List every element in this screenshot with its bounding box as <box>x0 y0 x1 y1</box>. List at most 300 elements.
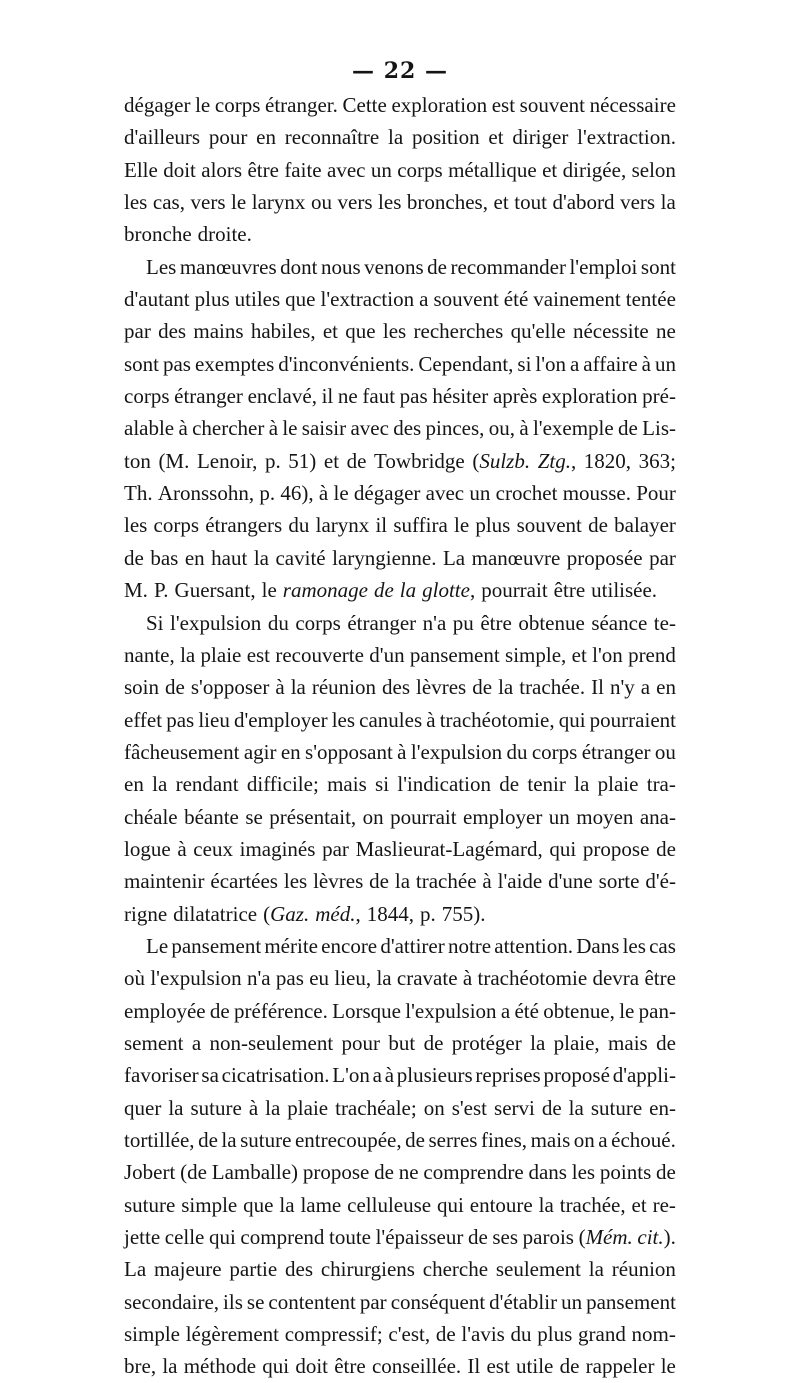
word: à <box>178 416 188 441</box>
text-line <box>124 1221 676 1253</box>
word: la <box>152 772 168 797</box>
word: mains <box>193 319 244 344</box>
word: Elle <box>124 157 158 182</box>
word: parois <box>522 1225 574 1250</box>
word: plaie <box>597 772 639 797</box>
word: pu <box>452 610 474 635</box>
word: faite <box>284 157 322 182</box>
word: p. <box>419 901 436 926</box>
word: pansement <box>586 1289 676 1314</box>
word: plaie <box>200 642 242 667</box>
word: Towbridge <box>374 448 465 473</box>
word: pinces, <box>425 416 485 441</box>
word: n'a <box>246 966 271 991</box>
word: sorte <box>598 869 640 894</box>
word: les <box>124 190 148 215</box>
word: dilatatrice <box>173 901 258 926</box>
word: d'attirer <box>380 933 445 958</box>
text-line <box>124 1189 676 1221</box>
word: être <box>480 610 512 635</box>
word: mais <box>530 1128 571 1152</box>
word: (Mém. <box>578 1225 633 1250</box>
word: a <box>372 1063 382 1088</box>
word: effet <box>124 707 163 732</box>
word: les <box>283 869 308 894</box>
word: rendant <box>175 772 239 797</box>
text-line <box>124 509 676 541</box>
word: lieu <box>198 707 230 732</box>
word: des <box>382 675 411 700</box>
word: faut <box>362 384 396 409</box>
word: la <box>399 578 417 603</box>
word: qui <box>437 1192 464 1217</box>
word: celluleuse <box>347 1192 432 1217</box>
word: l'extraction. <box>577 125 676 150</box>
word: de <box>165 675 185 700</box>
word: pourrait <box>481 578 548 603</box>
word: qui <box>208 1225 236 1250</box>
word: larynx <box>315 513 370 538</box>
word: alable <box>124 416 175 441</box>
word: pour <box>208 125 248 150</box>
word: propose <box>582 836 650 861</box>
word: le <box>660 1354 676 1379</box>
word: échoué. <box>611 1128 676 1152</box>
word: glotte, <box>422 578 476 603</box>
text-line <box>124 542 676 574</box>
word: vers <box>190 190 226 215</box>
word: béante <box>184 804 239 829</box>
word: que <box>243 1192 274 1217</box>
word: à <box>397 739 407 764</box>
word: la <box>253 545 269 570</box>
word: de <box>373 578 394 603</box>
word: si <box>375 772 390 797</box>
word: du <box>288 513 310 538</box>
word: crochet <box>495 481 558 506</box>
word: à <box>519 416 529 441</box>
word: être <box>247 157 279 182</box>
word: logue <box>124 836 171 861</box>
word: de <box>423 1030 444 1055</box>
word: simple <box>181 1192 238 1217</box>
word: souvent <box>519 93 585 117</box>
word: selon <box>631 157 676 182</box>
text-line <box>124 639 676 671</box>
word: reprises <box>475 1063 541 1088</box>
word: étranger <box>347 610 417 635</box>
word: étrangers <box>205 513 283 538</box>
word: 755). <box>441 901 486 926</box>
word: en <box>124 772 144 797</box>
word: obtenue, <box>543 998 615 1023</box>
text-line <box>124 995 676 1027</box>
word: position <box>411 125 480 150</box>
word: grand <box>578 1322 626 1347</box>
word: cas <box>649 933 676 958</box>
word: en <box>280 739 301 764</box>
word: sement <box>124 1030 184 1055</box>
word: en <box>184 545 205 570</box>
word: Cette <box>342 93 387 117</box>
word: a <box>640 675 651 700</box>
word: le <box>282 416 298 441</box>
word: à <box>275 675 285 700</box>
word: Th. <box>124 481 153 506</box>
word: favoriser <box>124 1063 199 1088</box>
word: l'avis <box>461 1322 505 1347</box>
word: cicatrisation. <box>221 1063 330 1088</box>
word: lèvres <box>313 869 364 894</box>
word: de <box>559 1354 580 1379</box>
word: saisir <box>301 416 347 441</box>
word: La <box>124 1257 147 1282</box>
word: de <box>541 1095 562 1120</box>
word: pourrait <box>390 804 457 829</box>
word: Ztg., <box>537 448 577 473</box>
word: que <box>285 287 316 312</box>
word: nécessite <box>572 319 649 344</box>
word: trachéale; <box>335 1095 417 1120</box>
word: chercher <box>192 416 265 441</box>
word: corps <box>531 739 578 764</box>
text-line <box>124 898 676 930</box>
word: trachée, <box>559 1192 626 1217</box>
text-line <box>124 251 676 283</box>
word: corps <box>124 384 170 409</box>
word: c'est, <box>388 1322 431 1347</box>
text-line <box>124 218 676 250</box>
word: il <box>321 384 334 409</box>
text-line <box>124 865 676 897</box>
word: fâcheusement <box>124 739 240 764</box>
word: Les <box>146 254 177 279</box>
word: maintenir <box>124 869 205 894</box>
word: bas <box>150 545 179 570</box>
word: obtenue <box>518 610 585 635</box>
word: pas <box>275 966 304 991</box>
word: cavité <box>275 545 326 570</box>
word: par <box>359 1289 387 1314</box>
word: on <box>423 1095 445 1120</box>
word: Si <box>146 610 164 635</box>
word: alors <box>201 157 243 182</box>
word: à <box>462 966 473 991</box>
word: 363; <box>638 448 676 473</box>
word: ils <box>223 1289 243 1314</box>
word: recouverte <box>275 642 364 667</box>
text-line <box>124 1253 676 1285</box>
word: employer <box>463 804 543 829</box>
word: prend <box>628 642 676 667</box>
word: doit <box>163 157 196 182</box>
word: de <box>656 1030 676 1055</box>
word: des <box>158 319 187 344</box>
word: dégager <box>124 93 191 117</box>
word: devra <box>592 966 640 991</box>
word: la <box>538 1192 554 1217</box>
word: la <box>394 869 411 894</box>
word: à <box>426 707 436 732</box>
word: l'emploi <box>569 254 638 279</box>
word: les <box>571 1160 596 1185</box>
word: un <box>654 351 676 376</box>
text-line <box>124 1156 676 1188</box>
word: étranger <box>174 384 243 409</box>
text-line <box>124 1027 676 1059</box>
word: être <box>644 966 676 991</box>
word: serres <box>428 1128 478 1152</box>
word: balayer <box>614 513 676 538</box>
word: souvent <box>516 513 582 538</box>
word: ou, <box>488 416 515 441</box>
word: plusieurs <box>396 1063 473 1088</box>
word: l'expulsion <box>410 739 503 764</box>
word: ne <box>656 319 676 344</box>
word: par <box>649 545 676 570</box>
text-line <box>124 962 676 994</box>
word: employée <box>124 998 206 1023</box>
word: suffira <box>393 513 448 538</box>
word: de <box>656 1160 676 1185</box>
word: de <box>209 998 230 1023</box>
word: corps <box>295 610 341 635</box>
word: pré- <box>642 384 676 409</box>
word: ou <box>654 739 676 764</box>
word: plus <box>475 513 511 538</box>
word: comprendre <box>423 1160 524 1185</box>
word: agir <box>243 739 277 764</box>
word: en- <box>649 1095 676 1120</box>
word: laryngienne. <box>332 545 437 570</box>
word: cherche <box>422 1257 489 1282</box>
word: exemptes <box>194 351 275 376</box>
word: on <box>362 804 384 829</box>
word: ne <box>337 384 358 409</box>
word: d'employer <box>233 707 328 732</box>
word: entoure <box>469 1192 533 1217</box>
text-line <box>124 1059 676 1091</box>
word: utilisée. <box>591 578 658 603</box>
word: doit <box>295 1354 328 1379</box>
word: protéger <box>451 1030 522 1055</box>
word: pour <box>341 1030 381 1055</box>
word: bronche <box>124 222 192 247</box>
word: canules <box>359 707 423 732</box>
word: Lis- <box>642 416 676 441</box>
word: chéale <box>124 804 178 829</box>
word: et <box>322 319 339 344</box>
word: seulement <box>495 1257 581 1282</box>
word: p. <box>259 481 276 506</box>
text-line <box>124 1092 676 1124</box>
word: métallique <box>448 157 537 182</box>
word: moyen <box>576 804 634 829</box>
word: la <box>530 1030 546 1055</box>
word: de <box>472 675 493 700</box>
word: recherches <box>413 319 504 344</box>
word: Aronssohn, <box>157 481 255 506</box>
text-line <box>124 768 676 800</box>
word: les <box>331 707 356 732</box>
word: tra- <box>646 772 676 797</box>
word: hésiter <box>432 384 489 409</box>
word: majeure <box>153 1257 222 1282</box>
word: la <box>265 1095 281 1120</box>
word: tortillée, <box>124 1128 195 1152</box>
word: est <box>491 93 516 117</box>
word: venons <box>364 254 424 279</box>
word: re- <box>652 1192 676 1217</box>
word: il <box>375 513 388 538</box>
word: conseillée. <box>371 1354 462 1379</box>
word: ou <box>310 190 332 215</box>
text-line <box>124 1286 676 1318</box>
word: droite. <box>197 222 252 247</box>
word: la <box>290 675 306 700</box>
word: si <box>517 351 532 376</box>
text-line <box>124 154 676 186</box>
word: ne <box>398 1160 419 1185</box>
word: pas <box>399 384 428 409</box>
word: a <box>419 287 429 312</box>
word: difficile; <box>246 772 319 797</box>
word: imaginés <box>239 836 316 861</box>
word: 51) <box>288 448 317 473</box>
word: Maslieurat-Lagémard, <box>355 836 543 861</box>
word: partie <box>229 1257 278 1282</box>
word: servi <box>494 1095 535 1120</box>
word: mais <box>327 772 367 797</box>
word: d'établir <box>489 1289 558 1314</box>
word: du <box>510 1322 532 1347</box>
word: être <box>553 578 586 603</box>
word: entrecoupée, <box>294 1128 402 1152</box>
word: pas <box>166 707 195 732</box>
word: trachée. <box>519 675 586 700</box>
word: notre <box>447 933 492 958</box>
word: exploration <box>391 93 488 117</box>
word: de <box>499 772 520 797</box>
word: (de <box>180 1160 207 1185</box>
word: qui <box>549 836 577 861</box>
word: non-seulement <box>209 1030 334 1055</box>
text-line <box>124 671 676 703</box>
word: Le <box>146 933 169 958</box>
word: cas, <box>152 190 185 215</box>
word: de <box>467 1225 488 1250</box>
word: pansement <box>409 642 500 667</box>
word: Jobert <box>124 1160 176 1185</box>
word: un <box>370 157 392 182</box>
word: d'une <box>548 869 593 894</box>
word: mousse. <box>562 481 631 506</box>
word: d'appli- <box>612 1063 676 1088</box>
word: plaie, <box>553 1030 600 1055</box>
word: la <box>574 772 590 797</box>
word: par <box>124 319 151 344</box>
word: celle <box>164 1225 205 1250</box>
word: à <box>318 481 329 506</box>
word: à <box>248 1095 259 1120</box>
word: jette <box>124 1225 161 1250</box>
word: de <box>427 254 447 279</box>
word: toute <box>329 1225 371 1250</box>
word: Il <box>591 675 604 700</box>
word: Lamballe) <box>211 1160 299 1185</box>
word: et <box>493 190 509 215</box>
word: la <box>588 1257 604 1282</box>
word: suture <box>124 1192 176 1217</box>
word: se <box>246 1289 265 1314</box>
word: dirigée, <box>562 157 627 182</box>
word: réunion <box>611 1257 676 1282</box>
word: été <box>503 287 529 312</box>
word: s'opposant <box>305 739 393 764</box>
word: encore <box>321 933 378 958</box>
word: de <box>369 869 389 894</box>
text-line <box>124 833 676 865</box>
word: et <box>542 157 558 182</box>
word: haut <box>211 545 248 570</box>
word: souvent <box>433 287 499 312</box>
word: de <box>618 416 638 441</box>
word: reconnaître <box>284 125 380 150</box>
word: simple <box>124 1322 180 1347</box>
word: le <box>619 998 635 1023</box>
word: ton <box>124 448 151 473</box>
word: trachéotomie <box>477 966 588 991</box>
word: du <box>506 739 528 764</box>
word: tenir <box>527 772 566 797</box>
page-number: — 22 — <box>352 58 448 84</box>
word: de <box>198 1128 218 1152</box>
word: quer <box>124 1095 162 1120</box>
word: méthode <box>183 1354 257 1379</box>
word: d'abord <box>552 190 615 215</box>
word: pansement <box>171 933 262 958</box>
word: a <box>569 351 580 376</box>
word: propose <box>302 1160 370 1185</box>
word: tentée <box>625 287 676 312</box>
word: l'extraction <box>320 287 415 312</box>
word: réunion <box>311 675 377 700</box>
word: avec <box>350 416 389 441</box>
word: vers <box>620 190 656 215</box>
word: se <box>245 804 263 829</box>
word: lieu, <box>334 966 372 991</box>
word: comprend <box>240 1225 325 1250</box>
word: l'expulsion <box>150 966 242 991</box>
word: nous <box>320 254 361 279</box>
word: les <box>622 933 646 958</box>
word: et <box>323 448 340 473</box>
word: la <box>180 642 196 667</box>
word: de <box>405 1128 425 1152</box>
word: nante, <box>124 642 175 667</box>
word: des <box>285 1257 314 1282</box>
word: de <box>124 545 144 570</box>
word: après <box>492 384 538 409</box>
word: suture <box>240 1128 292 1152</box>
word: compressif; <box>284 1322 383 1347</box>
word: d'inconvénients. <box>278 351 415 376</box>
word: que <box>345 319 376 344</box>
word: la <box>279 1192 295 1217</box>
word: sont <box>124 351 160 376</box>
word: de <box>435 1322 456 1347</box>
word: lame <box>300 1192 342 1217</box>
